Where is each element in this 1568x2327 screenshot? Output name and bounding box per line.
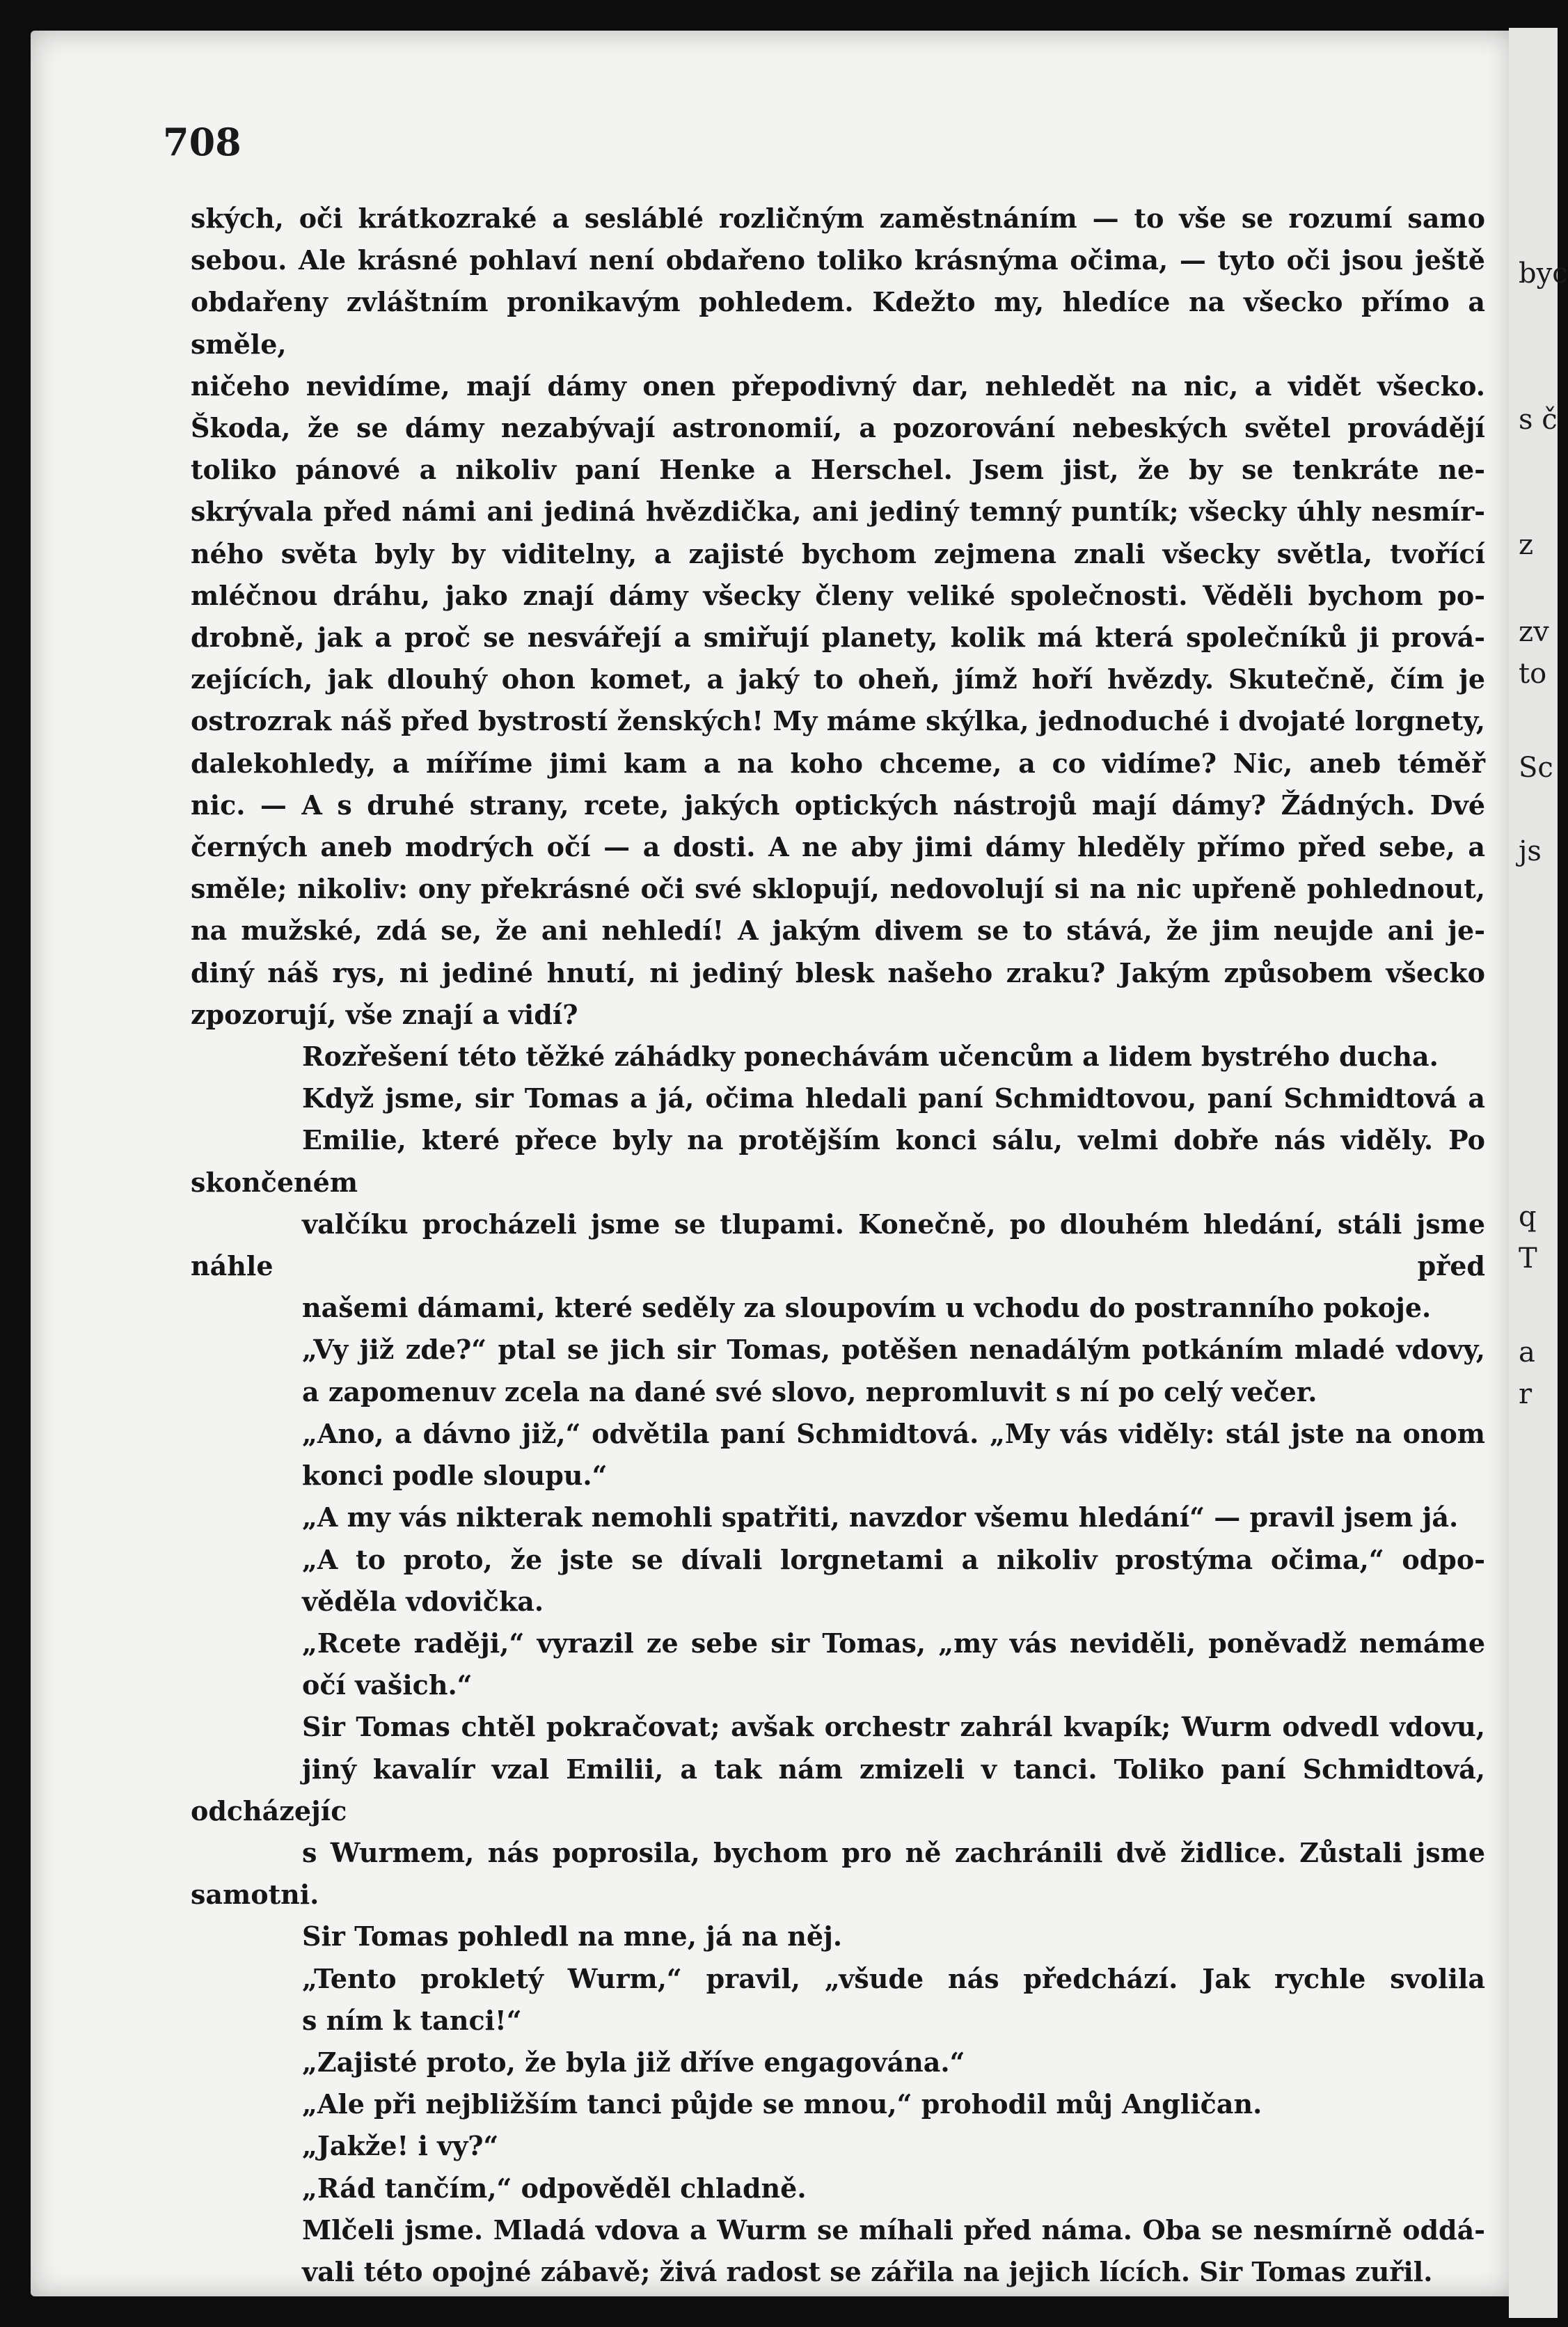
text-line: Když jsme, sir Tomas a já, očima hledali paní Schmidtovou, paní Schmidtová a (302, 1082, 1485, 1114)
side-fragment: to (1519, 658, 1547, 690)
text-line: věděla vdovička. (302, 1585, 544, 1617)
text-line: „Ale při nejbližším tanci půjde se mnou,“ prohodil můj Angličan. (302, 2088, 1262, 2120)
text-line: „Rcete raději,“ vyrazil ze sebe sir Tomas, „my vás neviděli, poněvadž nemáme (302, 1627, 1485, 1659)
paragraph (191, 1413, 1485, 1497)
text-line: Mlčeli jsme. Mladá vdova a Wurm se míhali před náma. Oba se nesmírně oddá- (302, 2214, 1485, 2246)
text-line: s ním k tanci!“ (302, 2004, 522, 2036)
side-fragment: byc (1519, 258, 1568, 290)
text-line: nic. — A s druhé strany, rcete, jakých optických nástrojů mají dámy? Žádných. Dvé (191, 789, 1485, 821)
text-line: konci podle sloupu.“ (302, 1460, 608, 1492)
text-line: dalekohledy, a míříme jimi kam a na koho chceme, a co vidíme? Nic, aneb téměř (191, 747, 1485, 779)
text-line: našemi dámami, které seděly za sloupovím u vchodu do postranního pokoje. (302, 1292, 1432, 1324)
text-line: „Ano, a dávno již,“ odvětila paní Schmidtová. „My vás viděly: stál jste na onom (302, 1417, 1485, 1449)
text-line: obdařeny zvláštním pronikavým pohledem. Kdežto my, hledíce na všecko přímo a směle, (191, 286, 1485, 360)
text-line: směle; nikoliv: ony překrásné oči své sklopují, nedovolují si na nic upřeně pohlednout, (191, 873, 1485, 905)
text-line: „Tento prokletý Wurm,“ pravil, „všude nás předchází. Jak rychle svolila (302, 1962, 1485, 1994)
paragraph (191, 1706, 1485, 1957)
paragraph (191, 1036, 1485, 1078)
text-line: Rozřešení této těžké záhádky ponechávám učencům a lidem bystrého ducha. (302, 1041, 1439, 1073)
side-fragment: q (1519, 1201, 1537, 1233)
text-line: „Rád tančím,“ odpověděl chladně. (302, 2172, 807, 2204)
paragraph (191, 2042, 1485, 2083)
text-line: Škoda, že se dámy nezabývají astronomií, a pozorování nebeských světel provádějí (191, 412, 1485, 444)
text-line: Sir Tomas pohledl na mne, já na něj. (302, 1920, 843, 1953)
paragraph (191, 2083, 1485, 2125)
text-line: sebou. Ale krásné pohlaví není obdařeno toliko krásnýma očima, — tyto oči jsou ještě (191, 244, 1485, 276)
text-line: „Jakže! i vy?“ (302, 2130, 499, 2162)
text-line: toliko pánové a nikoliv paní Henke a Herschel. Jsem jist, že by se tenkráte ne- (191, 454, 1485, 486)
side-fragment: r (1519, 1378, 1533, 1410)
text-line: Emilie, které přece byly na protějším konci sálu, velmi dobře nás viděly. Po skončeném (191, 1124, 1485, 1198)
text-line: a zapomenuv zcela na dané své slovo, nepromluvit s ní po celý večer. (302, 1375, 1317, 1407)
side-fragment: T (1519, 1243, 1537, 1275)
text-line: Sir Tomas chtěl pokračovat; avšak orchestr zahrál kvapík; Wurm odvedl vdovu, (302, 1711, 1485, 1743)
text-line: černých aneb modrých očí — a dosti. A ne aby jimi dámy hleděly přímo před sebe, a (191, 831, 1485, 863)
text-line: ských, oči krátkozraké a sesláblé rozličným zaměstnáním — to vše se rozumí samo (191, 203, 1485, 234)
paragraph (191, 1329, 1485, 1412)
side-fragment: Sc (1519, 752, 1553, 784)
paragraph (191, 1623, 1485, 1706)
text-line: očí vašich.“ (302, 1669, 473, 1701)
text-line: jiný kavalír vzal Emilii, a tak nám zmizeli v tanci. Toliko paní Schmidtová, odcházejíc (191, 1753, 1485, 1827)
paragraph (191, 2168, 1485, 2209)
page-number: 708 (163, 120, 241, 164)
paragraph (191, 198, 1485, 1036)
text-line: ničeho nevidíme, mají dámy onen přepodivný dar, nehledět na nic, a vidět všecko. (191, 370, 1485, 402)
text-line: ostrozrak náš před bystrostí ženských! My máme skýlka, jednoduché i dvojaté lorgnety, (191, 705, 1486, 737)
adjacent-page-edge (1509, 28, 1568, 2318)
text-line: mléčnou dráhu, jako znají dámy všecky členy veliké společnosti. Věděli bychom po- (191, 579, 1485, 611)
paragraph (191, 2125, 1485, 2167)
book-page (31, 31, 1513, 2296)
text-line: skrývala před námi ani jediná hvězdička, ani jediný temný puntík; všecky úhly nesmír- (191, 496, 1485, 528)
text-line: s Wurmem, nás poprosila, bychom pro ně zachránili dvě židlice. Zůstali jsme samotni. (191, 1836, 1485, 1911)
text-line: zejících, jak dlouhý ohon komet, a jaký to oheň, jímž hoří hvězdy. Skutečně, čím je (191, 663, 1485, 695)
text-line: vali této opojné zábavě; živá radost se zářila na jejich lících. Sir Tomas zuřil. (302, 2255, 1433, 2287)
paragraph (191, 1078, 1485, 1329)
text-line: „Vy již zde?“ ptal se jich sir Tomas, potěšen nenadálým potkáním mladé vdovy, (302, 1334, 1485, 1366)
text-line: „Zajisté proto, že byla již dříve engagována.“ (302, 2046, 965, 2078)
text-line: drobně, jak a proč se nesvářejí a smiřují planety, kolik má která společníků ji prová- (191, 622, 1485, 654)
text-line: zpozorují, vše znají a vidí? (191, 998, 578, 1030)
text-line: „A to proto, že jste se dívali lorgnetami a nikoliv prostýma očima,“ odpo- (302, 1543, 1485, 1575)
side-fragment: z (1519, 529, 1534, 561)
text-line: na mužské, zdá se, že ani nehledí! A jakým divem se to stává, že jim neujde ani je- (191, 915, 1485, 947)
paragraph (191, 1958, 1485, 2042)
side-fragment: a (1519, 1336, 1535, 1368)
text-line: ného světa byly by viditelny, a zajisté bychom zejmena znali všecky světla, tvořící (191, 537, 1485, 569)
paragraph (191, 1539, 1485, 1623)
body-text (191, 198, 1485, 2293)
paragraph (191, 2209, 1485, 2293)
side-fragment: js (1519, 835, 1542, 867)
paragraph (191, 1497, 1485, 1538)
text-line: diný náš rys, ni jediné hnutí, ni jediný blesk našeho zraku? Jakým způsobem všecko (191, 956, 1485, 988)
side-fragment: zv (1519, 616, 1549, 648)
text-line: „A my vás nikterak nemohli spatřiti, navzdor všemu hledání“ — pravil jsem já. (302, 1501, 1459, 1533)
text-line: valčíku procházeli jsme se tlupami. Konečně, po dlouhém hledání, stáli jsme náhle před (191, 1208, 1485, 1282)
side-fragment: s č (1519, 404, 1558, 436)
